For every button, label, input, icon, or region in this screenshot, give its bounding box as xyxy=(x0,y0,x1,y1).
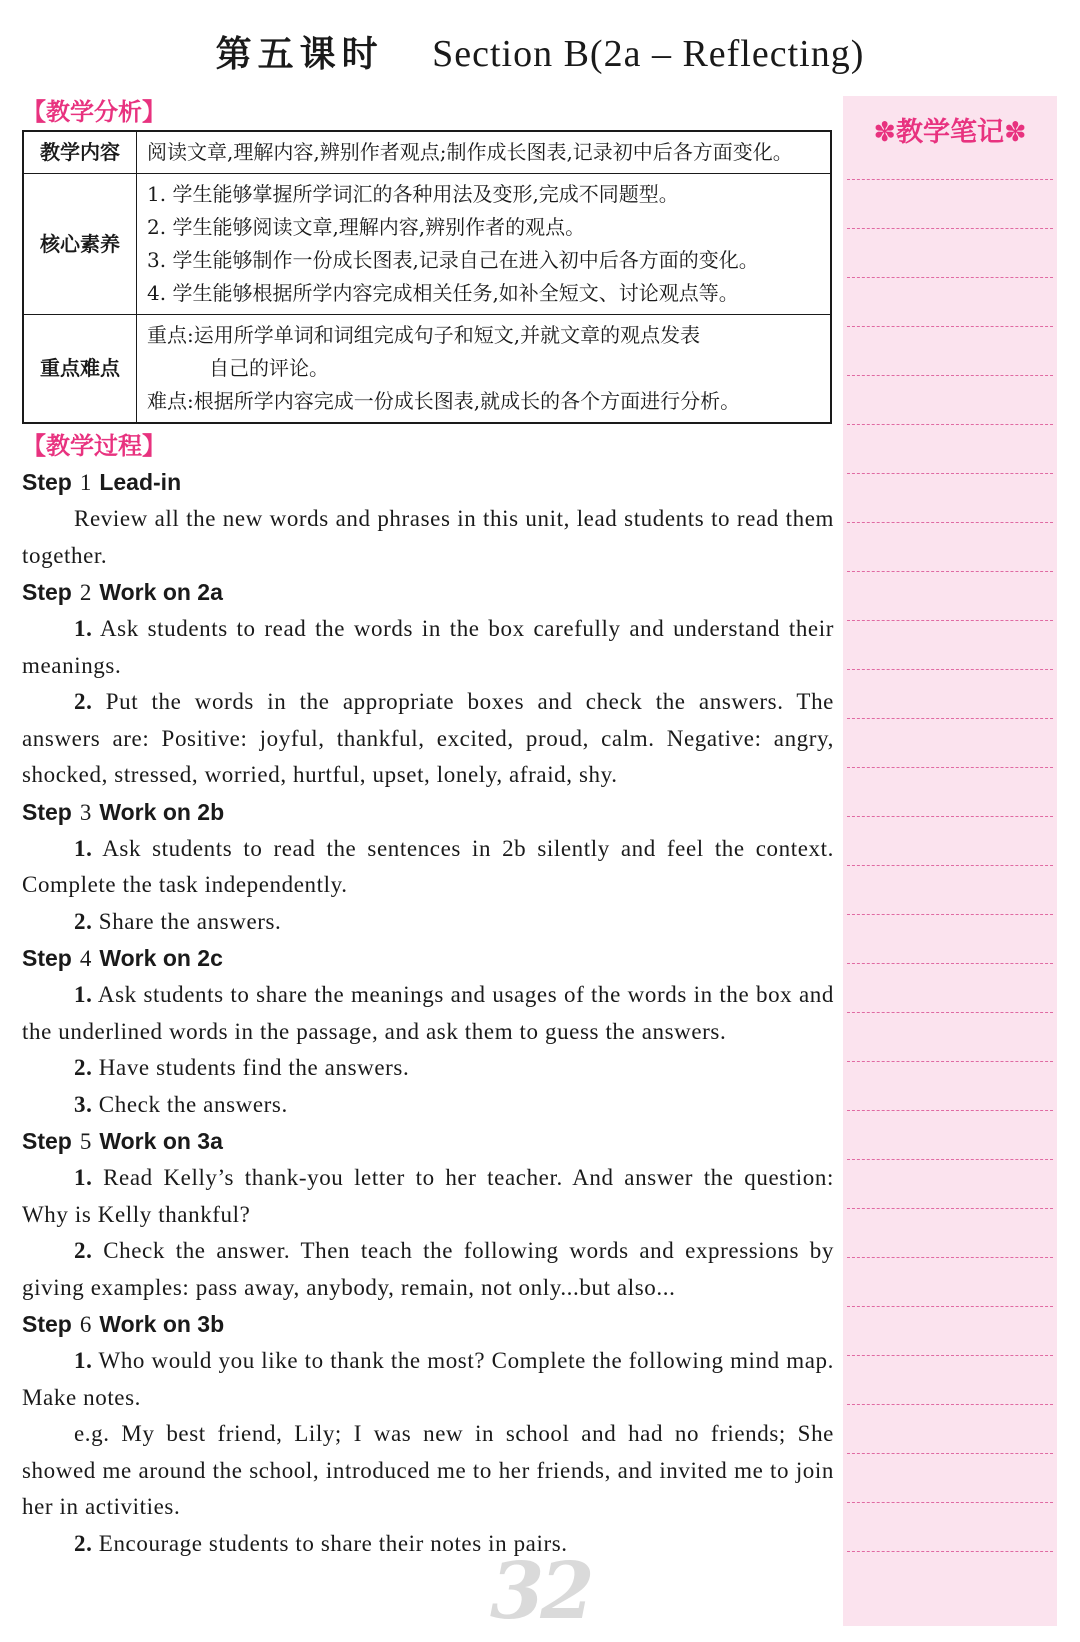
key-point: 重点:运用所学单词和词组完成句子和短文,并就文章的观点发表 xyxy=(147,323,701,347)
step-paragraph: 2. Share the answers. xyxy=(74,908,282,934)
note-line xyxy=(847,865,1053,866)
notes-title: ✽教学笔记✽ xyxy=(873,117,1027,148)
step-paragraph: 1. Ask students to read the words in the box carefully and understand their meanings. xyxy=(22,616,834,678)
note-line xyxy=(847,816,1053,817)
step-paragraph: 1. Ask students to read the sentences in 2b silently and feel the context. Complete the task independently. xyxy=(22,835,834,897)
note-line xyxy=(847,620,1053,621)
note-line xyxy=(847,1551,1053,1552)
note-line xyxy=(847,228,1053,229)
step-paragraph: 1. Ask students to share the meanings and usages of the words in the box and the underlined words in the passage, and ask them to guess the answers. xyxy=(22,982,834,1044)
step-heading: Step 5 Work on 3a xyxy=(22,1128,223,1154)
content-text: 阅读文章,理解内容,辨别作者观点;制作成长图表,记录初中后各方面变化。 xyxy=(137,131,832,174)
note-line xyxy=(847,1306,1053,1307)
step-paragraph: 3. Check the answers. xyxy=(74,1091,288,1117)
section-label: Section B(2a – Reflecting) xyxy=(432,33,865,75)
note-line xyxy=(847,1012,1053,1013)
analysis-table xyxy=(22,130,832,424)
core-item: 1. 学生能够掌握所学词汇的各种用法及变形,完成不同题型。 xyxy=(147,182,679,206)
core-item: 3. 学生能够制作一份成长图表,记录自己在进入初中后各方面的变化。 xyxy=(147,248,759,272)
note-line xyxy=(847,669,1053,670)
note-line xyxy=(847,1061,1053,1062)
note-line xyxy=(847,1110,1053,1111)
page-title xyxy=(0,26,1080,77)
step-heading: Step 1 Lead-in xyxy=(22,469,182,495)
key-items xyxy=(137,315,832,424)
note-line xyxy=(847,326,1053,327)
key-row xyxy=(23,315,831,424)
difficult-point: 难点:根据所学内容完成一份成长图表,就成长的各个方面进行分析。 xyxy=(147,389,741,413)
note-line xyxy=(847,718,1053,719)
note-line xyxy=(847,473,1053,474)
key-point-cont: 自己的评论。 xyxy=(209,356,329,380)
main-content xyxy=(22,94,834,1562)
core-item: 2. 学生能够阅读文章,理解内容,辨别作者的观点。 xyxy=(147,215,586,239)
key-label: 重点难点 xyxy=(23,315,137,424)
step-paragraph: Review all the new words and phrases in this unit, lead students to read them together. xyxy=(22,506,834,568)
note-line xyxy=(847,375,1053,376)
step-paragraph: 1. Who would you like to thank the most? Complete the following mind map. Make notes. xyxy=(22,1348,834,1410)
notes-sidebar xyxy=(843,96,1057,1626)
note-line xyxy=(847,1453,1053,1454)
note-line xyxy=(847,424,1053,425)
step-heading: Step 3 Work on 2b xyxy=(22,798,225,825)
note-line xyxy=(847,963,1053,964)
core-label: 核心素养 xyxy=(23,174,137,315)
core-row xyxy=(23,174,831,315)
note-line xyxy=(847,914,1053,915)
note-line xyxy=(847,179,1053,180)
process-heading: 【教学过程】 xyxy=(22,432,166,460)
lesson-label: 第五课时 xyxy=(215,33,384,75)
page-number: 32 xyxy=(490,1546,591,1637)
note-line xyxy=(847,1159,1053,1160)
note-line xyxy=(847,767,1053,768)
note-line xyxy=(847,1355,1053,1356)
note-line xyxy=(847,571,1053,572)
step-heading: Step 2 Work on 2a xyxy=(22,579,223,605)
note-line xyxy=(847,1404,1053,1405)
core-items xyxy=(137,174,832,315)
core-item: 4. 学生能够根据所学内容完成相关任务,如补全短文、讨论观点等。 xyxy=(147,281,739,305)
step-paragraph: 2. Put the words in the appropriate boxes and check the answers. The answers are: Positive: joyful, thankful, excited, proud, calm. Negative: angry, shocked, stressed, worried, hurtful, upset, lonely, afraid, shy. xyxy=(22,689,834,787)
step-heading: Step 4 Work on 2c xyxy=(22,945,223,971)
note-line xyxy=(847,1208,1053,1209)
note-line xyxy=(847,277,1053,278)
content-row xyxy=(23,131,831,174)
step-paragraph: 2. Encourage students to share their notes in pairs. xyxy=(74,1530,568,1556)
step-paragraph: 2. Have students find the answers. xyxy=(74,1055,410,1080)
step-paragraph: e.g. My best friend, Lily; I was new in school and had no friends; She showed me around the school, introduced me to her friends, and invited me to join her in activities. xyxy=(22,1421,834,1519)
step-paragraph: 1. Read Kelly’s thank-you letter to her teacher. And answer the question: Why is Kelly thankful? xyxy=(22,1165,834,1227)
note-line xyxy=(847,1502,1053,1503)
step-paragraph: 2. Check the answer. Then teach the following words and expressions by giving examples: pass away, anybody, remain, not only...but also... xyxy=(22,1238,834,1300)
analysis-heading: 【教学分析】 xyxy=(22,98,166,126)
content-label: 教学内容 xyxy=(23,131,137,174)
note-line xyxy=(847,1257,1053,1258)
step-heading: Step 6 Work on 3b xyxy=(22,1311,225,1337)
note-line xyxy=(847,522,1053,523)
